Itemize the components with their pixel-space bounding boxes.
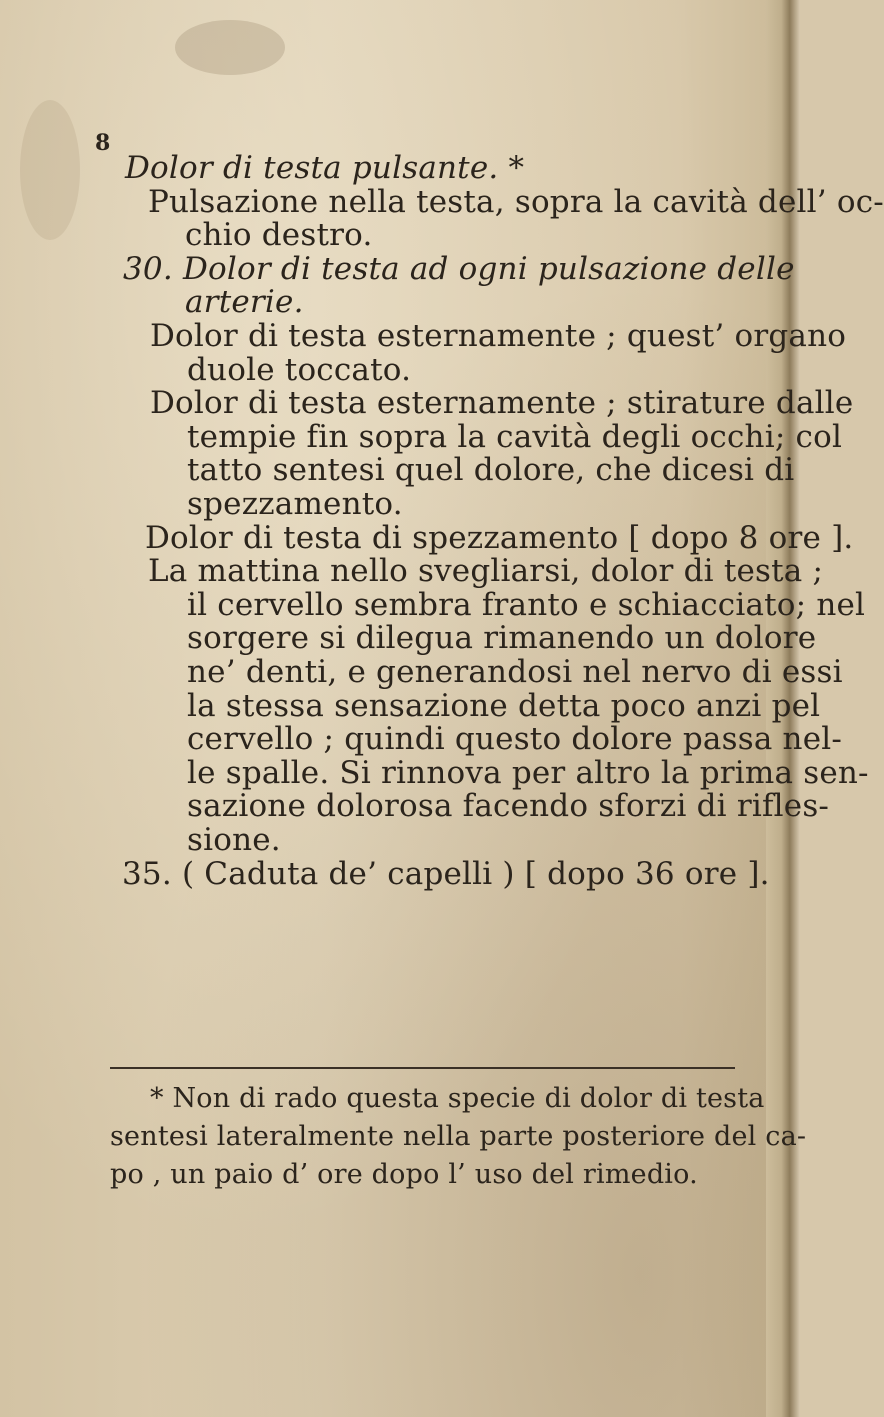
text-line: ne’ denti, e generandosi nel nervo di essi [187,654,843,690]
footnote-line: sentesi lateralmente nella parte posteriore del ca- [110,1121,807,1153]
text-line: La mattina nello svegliarsi, dolor di testa ; [148,553,824,590]
text-line: duole toccato. [187,351,412,388]
text-line: Pulsazione nella testa, sopra la cavità dell’ oc- [148,183,884,220]
text-line: Dolor di testa di spezzamento [ dopo 8 ore ]. [145,519,854,556]
text-line: cervello ; quindi questo dolore passa nel- [187,721,843,758]
text-line: arterie. [185,284,304,321]
text-line: la stessa sensazione detta poco anzi pel [187,687,821,724]
text-line: tatto sentesi quel dolore, che dicesi di [187,452,795,489]
text-line: spezzamento. [187,486,403,522]
text-line: tempie fin sopra la cavità degli occhi; col [187,418,843,455]
text-line: il cervello sembra franto e schiacciato; nel [187,586,866,623]
text-line: Dolor di testa esternamente ; quest’ organo [150,318,847,354]
text-line: 30. Dolor di testa ad ogni pulsazione delle [123,250,795,287]
footnote-line: * Non di rado questa specie di dolor di testa [150,1083,765,1115]
footnote-line: po , un paio d’ ore dopo l’ uso del rimedio. [110,1159,698,1191]
text-line: chio destro. [185,217,373,254]
text-line: Dolor di testa pulsante. * [125,150,525,186]
text-line: sione. [187,822,281,858]
text-line: sazione dolorosa facendo sforzi di rifles- [187,788,830,825]
text-line: 35. ( Caduta de’ capelli ) [ dopo 36 ore ]. [122,855,770,892]
text-line: Dolor di testa esternamente ; stirature dalle [150,385,854,422]
paper-stain [175,20,285,75]
text-line: le spalle. Si rinnova per altro la prima sen- [187,754,869,791]
page-number: 8 [95,130,111,156]
footnote-rule [110,1067,735,1069]
paper-stain [20,100,80,240]
text-line: sorgere si dilegua rimanendo un dolore [187,620,817,657]
